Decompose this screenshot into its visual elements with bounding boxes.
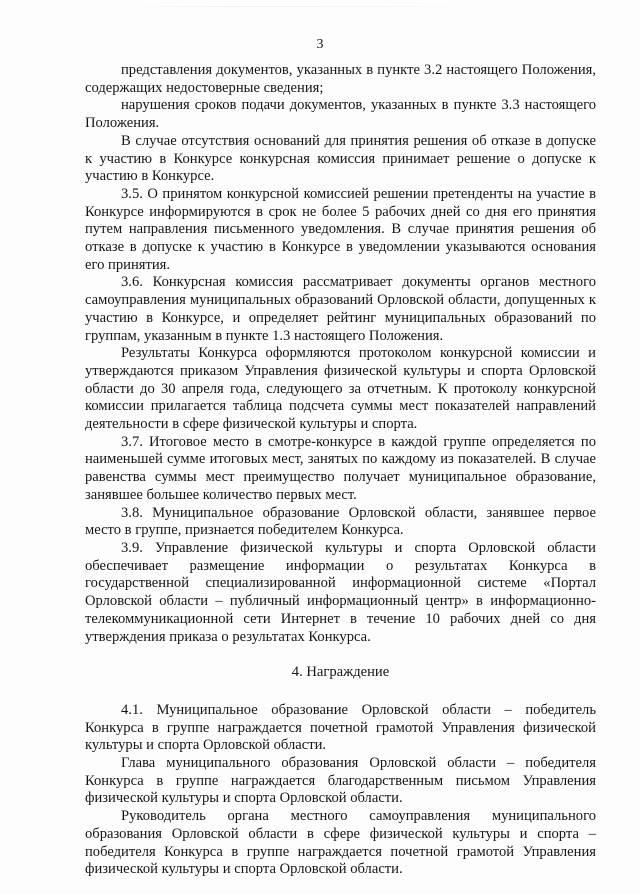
scan-artifact [120,6,480,7]
paragraph: В случае отсутствия оснований для принятия решения об отказе в допуске к участию в Конкурсе конкурсная комиссия принимает решение о допуске к участию в Конкурсе. [85,132,596,185]
paragraph: 3.7. Итоговое место в смотре-конкурсе в каждой группе определяется по наименьшей сумме итоговых мест, занятых по каждому из показателей. В случае равенства суммы мест преимущество получает муниципальное образование, занявшее большее количество первых мест. [85,433,596,503]
paragraph: Глава муниципального образования Орловской области – победителя Конкурса в группе награждается благодарственным письмом Управления физической культуры и спорта Орловской области. [85,755,596,807]
paragraph: Руководитель органа местного самоуправления муниципального образования Орловской области в сфере физической культуры и спорта – победителя Конкурса в группе награждается почетной грамотой Управления физической культуры и спорта Орловской области. [85,808,596,878]
paragraph: 3.9. Управление физической культуры и спорта Орловской области обеспечивает размещение информации о результатах Конкурса в государственной специализированной информационной системе «Портал Орловской области – публичный информационный центр» в информационно-телекоммуникационной сети Интернет в течение 10 рабочих дней со дня утверждения приказа о результатах Конкурса. [85,539,596,645]
page-number: 3 [316,37,324,52]
paragraph: 4.1. Муниципальное образование Орловской области – победитель Конкурса в группе награждается почетной грамотой Управления физической культуры и спорта Орловской области. [85,701,596,754]
paragraph: представления документов, указанных в пункте 3.2 настоящего Положения, содержащих недостоверные сведения; [85,62,596,96]
section-heading: 4. Награждение [291,664,390,681]
paragraph: Результаты Конкурса оформляются протоколом конкурсной комиссии и утверждаются приказом Управления физической культуры и спорта Орловской области до 30 апреля года, следующего за отчетным. К протоколу конкурсной комиссии прилагается таблица подсчета суммы мест показателей направлений деятельности в сфере физической культуры и спорта. [85,345,596,433]
paragraph: 3.8. Муниципальное образование Орловской области, занявшее первое место в группе, признается победителем Конкурса. [85,504,596,539]
paragraph: 3.5. О принятом конкурсной комиссией решении претенденты на участие в Конкурсе информируются в срок не более 5 рабочих дней со дня его принятия путем направления письменного уведомления. В случае принятия решения об отказе в допуске к участию в Конкурсе в уведомлении указываются основания его принятия. [85,185,596,273]
paragraph: нарушения сроков подачи документов, указанных в пункте 3.3 настоящего Положения. [85,97,596,132]
paragraph: 3.6. Конкурсная комиссия рассматривает документы органов местного самоуправления муниципальных образований Орловской области, допущенных к участию в Конкурсе, и определяет рейтинг муниципальных образований по группам, указанным в пункте 1.3 настоящего Положения. [85,274,596,344]
document-body [85,62,596,879]
